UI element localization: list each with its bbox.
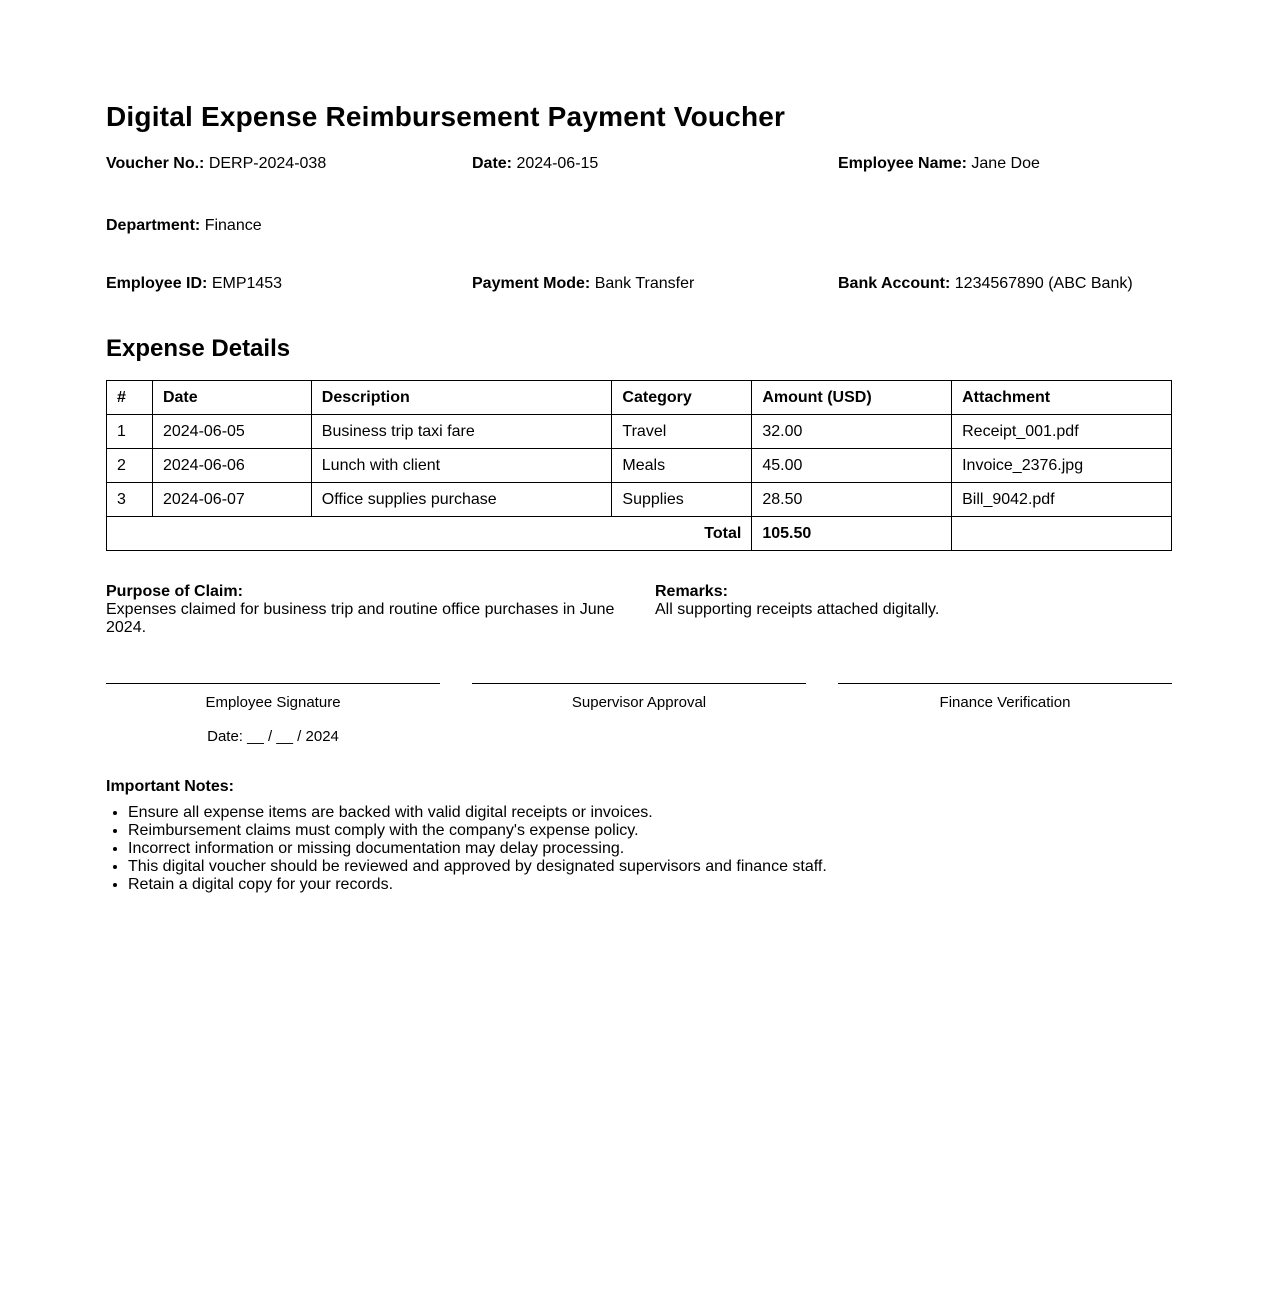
total-label: Total — [107, 517, 752, 551]
department-field — [106, 214, 440, 238]
row-description: Business trip taxi fare — [311, 415, 612, 449]
row-amount: 45.00 — [752, 449, 952, 483]
row-date: 2024-06-06 — [152, 449, 311, 483]
table-row — [107, 483, 1172, 517]
list-item: • Reimbursement claims must comply with the company's expense policy. — [128, 822, 1172, 840]
row-amount: 28.50 — [752, 483, 952, 517]
purpose-of-claim — [106, 583, 655, 637]
date-field — [472, 152, 838, 176]
row-number: 3 — [107, 483, 153, 517]
payment-mode-field — [472, 272, 838, 296]
signature-section — [106, 683, 1172, 746]
remarks — [655, 583, 1172, 637]
expense-details-heading: Expense Details — [106, 335, 291, 362]
bank-account-label: Bank Account: — [838, 275, 951, 292]
row-attachment: Receipt_001.pdf — [952, 415, 1172, 449]
bank-account-value: 1234567890 (ABC Bank) — [954, 275, 1133, 292]
list-item: • Incorrect information or missing documentation may delay processing. — [128, 840, 1172, 858]
employee-id-label: Employee ID: — [106, 275, 208, 292]
row-attachment: Invoice_2376.jpg — [952, 449, 1172, 483]
remarks-text: All supporting receipts attached digitally. — [655, 601, 940, 618]
purpose-label: Purpose of Claim: — [106, 583, 243, 600]
employee-name-label: Employee Name: — [838, 155, 967, 172]
department-label: Department: — [106, 217, 201, 234]
column-header-number: # — [107, 381, 153, 415]
column-header-date: Date — [152, 381, 311, 415]
voucher-no-value: DERP-2024-038 — [208, 155, 327, 172]
info-row-3 — [106, 272, 1172, 296]
important-notes-heading: Important Notes: — [106, 778, 234, 795]
employee-signature-date: Date: __ / __ / 2024 — [207, 728, 339, 745]
row-category: Supplies — [612, 483, 752, 517]
bank-account-field — [838, 272, 1172, 296]
employee-signature-line — [106, 683, 440, 684]
voucher-no-label: Voucher No.: — [106, 155, 205, 172]
supervisor-signature-line — [472, 683, 806, 684]
employee-signature-block — [106, 683, 440, 746]
important-notes-list — [106, 804, 1172, 894]
employee-signature-label: Employee Signature — [205, 694, 341, 711]
list-item: • This digital voucher should be reviewed and approved by designated supervisors and finance staff. — [128, 858, 1172, 876]
row-date: 2024-06-05 — [152, 415, 311, 449]
expense-table — [106, 380, 1172, 551]
total-row — [107, 517, 1172, 551]
supervisor-approval-block — [472, 683, 806, 746]
finance-verification-block — [838, 683, 1172, 746]
date-value: 2024-06-15 — [516, 155, 599, 172]
column-header-amount: Amount (USD) — [752, 381, 952, 415]
department-value: Finance — [204, 217, 262, 234]
row-category: Travel — [612, 415, 752, 449]
table-row — [107, 415, 1172, 449]
employee-name-field — [838, 152, 1172, 176]
employee-id-field — [106, 272, 472, 296]
employee-id-value: EMP1453 — [211, 275, 283, 292]
page-title: Digital Expense Reimbursement Payment Voucher — [106, 101, 786, 132]
row-number: 2 — [107, 449, 153, 483]
row-amount: 32.00 — [752, 415, 952, 449]
info-row-1 — [106, 152, 1172, 176]
employee-name-value: Jane Doe — [971, 155, 1040, 172]
row-attachment: Bill_9042.pdf — [952, 483, 1172, 517]
finance-verification-label: Finance Verification — [939, 694, 1071, 711]
list-item: • Retain a digital copy for your records. — [128, 876, 1172, 894]
purpose-text: Expenses claimed for business trip and routine office purchases in June 2024. — [106, 601, 615, 636]
list-item: • Ensure all expense items are backed with valid digital receipts or invoices. — [128, 804, 1172, 822]
column-header-description: Description — [311, 381, 612, 415]
payment-mode-value: Bank Transfer — [594, 275, 695, 292]
row-category: Meals — [612, 449, 752, 483]
supervisor-approval-label: Supervisor Approval — [571, 694, 707, 711]
row-description: Office supplies purchase — [311, 483, 612, 517]
table-header-row — [107, 381, 1172, 415]
info-row-2 — [106, 214, 1172, 238]
date-label: Date: — [472, 155, 513, 172]
column-header-category: Category — [612, 381, 752, 415]
row-number: 1 — [107, 415, 153, 449]
total-amount: 105.50 — [752, 517, 952, 551]
payment-mode-label: Payment Mode: — [472, 275, 591, 292]
voucher-no-field — [106, 152, 472, 176]
column-header-attachment: Attachment — [952, 381, 1172, 415]
table-row — [107, 449, 1172, 483]
claim-details — [106, 583, 1172, 637]
total-attachment-empty — [952, 517, 1172, 551]
row-description: Lunch with client — [311, 449, 612, 483]
remarks-label: Remarks: — [655, 583, 728, 600]
finance-signature-line — [838, 683, 1172, 684]
row-date: 2024-06-07 — [152, 483, 311, 517]
